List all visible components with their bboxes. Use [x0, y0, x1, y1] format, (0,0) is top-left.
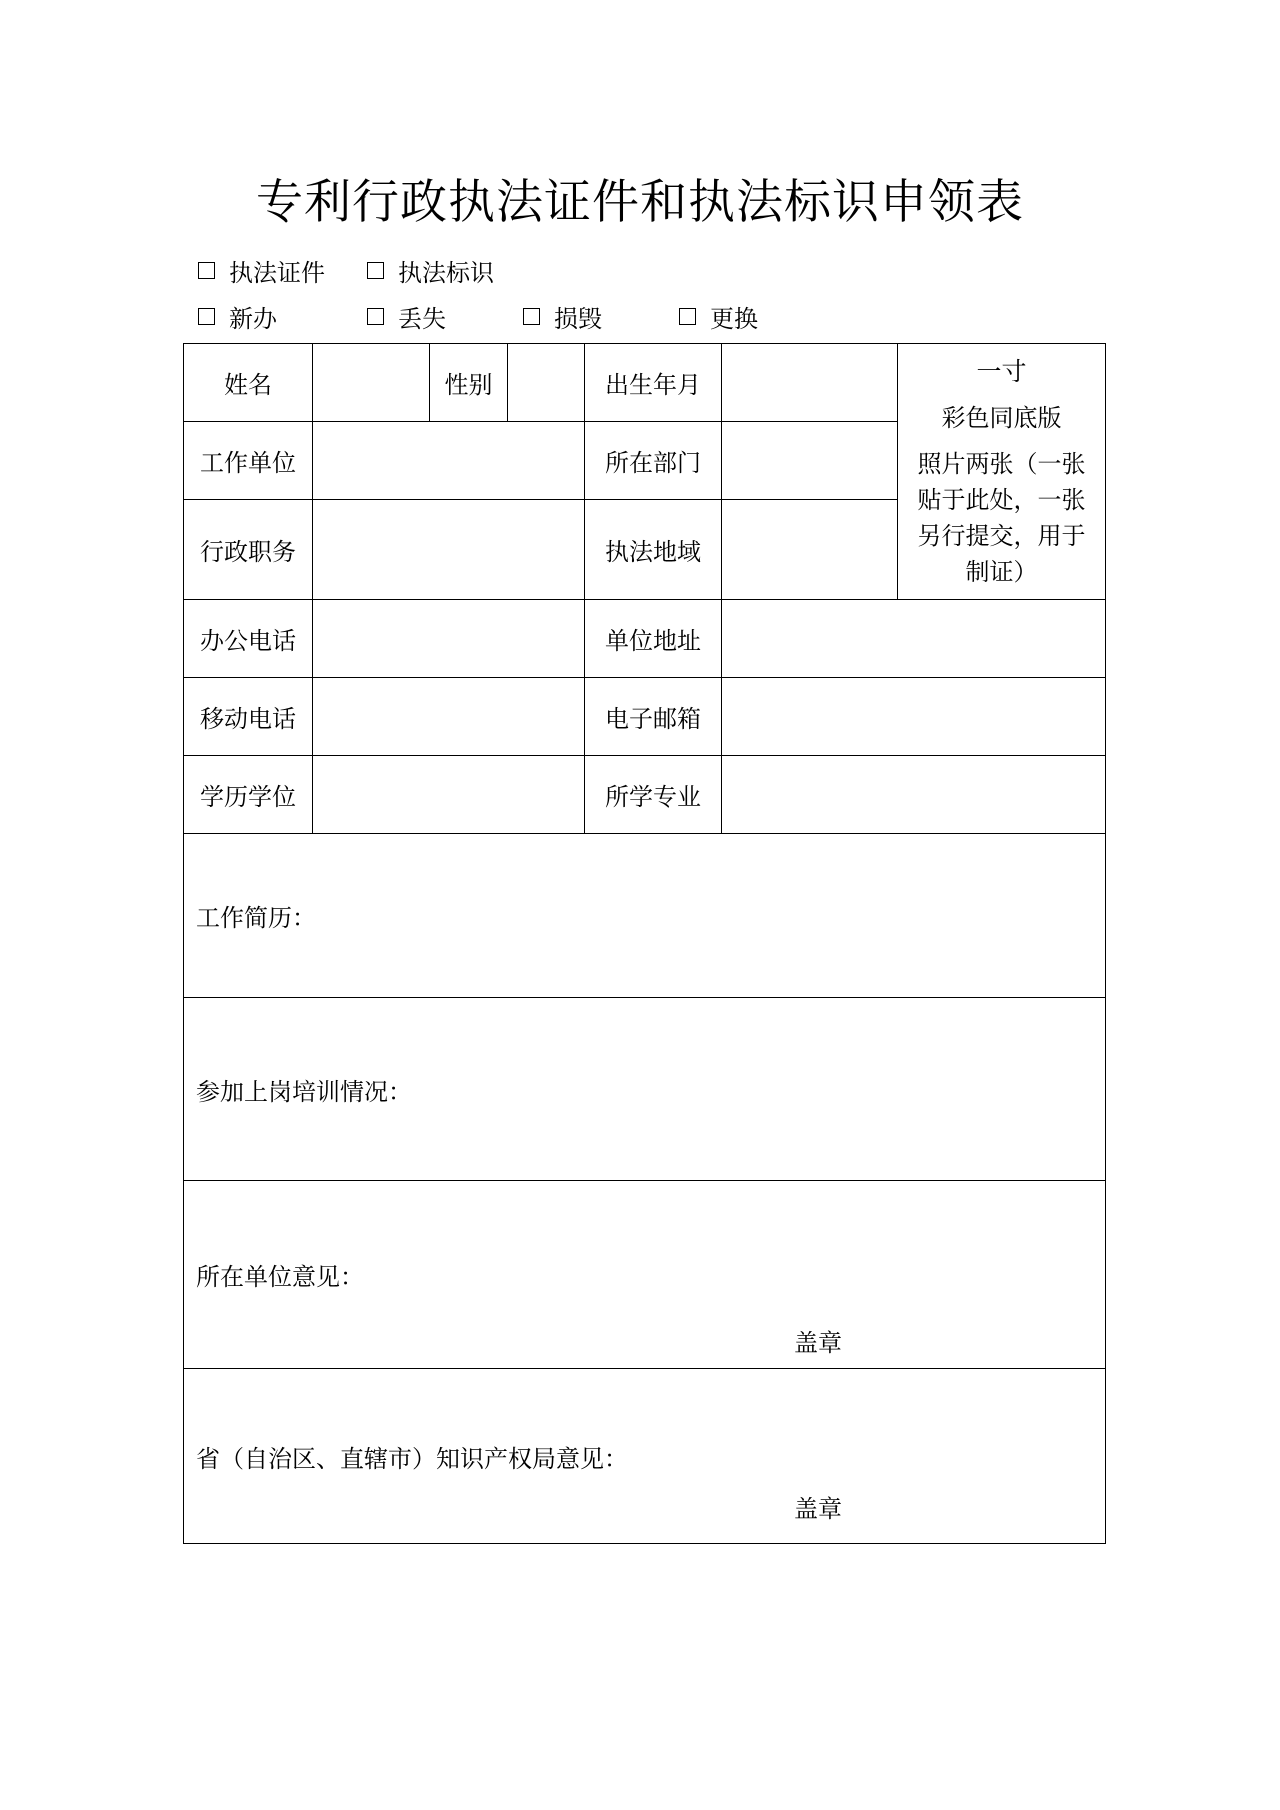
admin-position-input[interactable] [313, 500, 585, 600]
education-label: 学历学位 [184, 756, 313, 834]
checkbox[interactable] [367, 262, 384, 279]
enforcement-area-input[interactable] [722, 500, 898, 600]
training-label: 参加上岗培训情况： [196, 1077, 412, 1106]
office-phone-label: 办公电话 [184, 600, 313, 678]
checkbox[interactable] [198, 308, 215, 325]
work-unit-input[interactable] [313, 422, 585, 500]
photo-area[interactable] [898, 344, 1106, 600]
option-damaged[interactable] [523, 299, 602, 334]
work-unit-label: 工作单位 [184, 422, 313, 500]
photo-color-text: 彩色同底版 [941, 403, 1062, 432]
major-label: 所学专业 [585, 756, 722, 834]
checkbox[interactable] [679, 308, 696, 325]
education-input[interactable] [313, 756, 585, 834]
option-enforcement-badge[interactable] [367, 253, 494, 288]
unit-seal-label: 盖章 [794, 1329, 842, 1357]
photo-instructions-text: 照片两张（一张贴于此处，一张另行提交，用于制证） [917, 449, 1086, 586]
option-replace[interactable] [679, 299, 758, 334]
photo-size-text: 一寸 [976, 356, 1027, 386]
option-label: 新办 [229, 305, 277, 333]
mobile-phone-input[interactable] [313, 678, 585, 756]
option-lost[interactable] [367, 299, 446, 334]
gender-input[interactable] [508, 344, 585, 422]
option-label: 丢失 [398, 305, 446, 333]
checkbox[interactable] [523, 308, 540, 325]
unit-address-label: 单位地址 [585, 600, 722, 678]
bureau-opinion-label: 省（自治区、直辖市）知识产权局意见： [196, 1444, 628, 1473]
training-section[interactable] [184, 998, 1106, 1181]
department-input[interactable] [722, 422, 898, 500]
unit-address-input[interactable] [722, 600, 1106, 678]
option-new[interactable] [198, 299, 277, 334]
admin-position-label: 行政职务 [184, 500, 313, 600]
unit-opinion-section[interactable] [184, 1181, 1106, 1369]
email-label: 电子邮箱 [585, 678, 722, 756]
department-label: 所在部门 [585, 422, 722, 500]
enforcement-area-label: 执法地域 [585, 500, 722, 600]
gender-label: 性别 [430, 344, 508, 422]
checkbox[interactable] [198, 262, 215, 279]
office-phone-input[interactable] [313, 600, 585, 678]
option-label: 损毁 [554, 305, 602, 333]
option-enforcement-certificate[interactable] [198, 253, 325, 288]
email-input[interactable] [722, 678, 1106, 756]
unit-opinion-label: 所在单位意见： [196, 1263, 364, 1291]
major-input[interactable] [722, 756, 1106, 834]
checkbox[interactable] [367, 308, 384, 325]
bureau-opinion-section[interactable] [184, 1369, 1106, 1544]
name-label: 姓名 [184, 344, 313, 422]
work-history-section[interactable] [184, 834, 1106, 998]
option-label: 执法证件 [229, 259, 325, 287]
mobile-phone-label: 移动电话 [184, 678, 313, 756]
birth-label: 出生年月 [585, 344, 722, 422]
birth-input[interactable] [722, 344, 898, 422]
form-title: 专利行政执法证件和执法标识申领表 [256, 175, 1024, 230]
work-history-label: 工作简历： [196, 904, 316, 932]
name-input[interactable] [313, 344, 430, 422]
option-label: 执法标识 [398, 259, 494, 287]
application-form-table [183, 343, 1106, 1544]
option-label: 更换 [710, 305, 758, 333]
bureau-seal-label: 盖章 [794, 1495, 842, 1523]
